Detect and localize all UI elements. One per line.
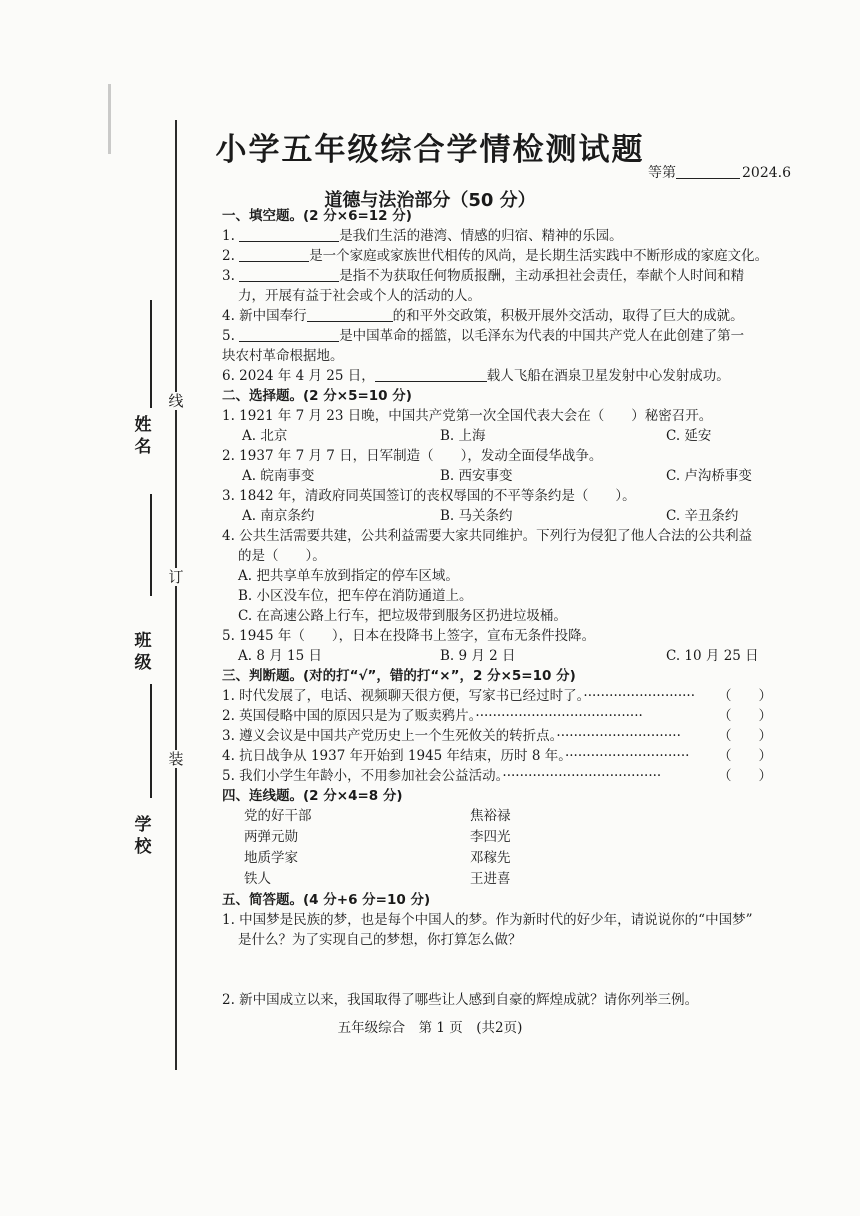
match-right-item[interactable]: 邓稼先 (470, 850, 511, 866)
match-row (222, 869, 782, 890)
match-row (222, 806, 782, 827)
question-text: 4. 抗日战争从 1937 年开始到 1945 年结束，历时 8 年。····························· (222, 748, 690, 764)
question-text: 4. 新中国奉行 (222, 308, 307, 324)
answer-paren[interactable]: （ ） (718, 688, 772, 704)
choice-q5: 5. 1945 年（ ），日本在投降书上签字，宣布无条件投降。 (222, 628, 596, 644)
question-number: 1. (222, 228, 235, 244)
fill-q5 (222, 326, 782, 346)
answer-blank[interactable] (239, 226, 339, 242)
school-label: 学 校 (134, 815, 152, 857)
section2-heading: 二、选择题。(2 分×5=10 分) (222, 388, 412, 404)
question-text: 3. 遵义会议是中国共产党历史上一个生死攸关的转折点。····························· (222, 728, 681, 744)
answer-blank[interactable] (239, 326, 339, 342)
answer-paren[interactable]: （ ） (718, 708, 772, 724)
judge-q2 (222, 706, 782, 726)
match-right-item[interactable]: 焦裕禄 (470, 808, 511, 824)
grade-blank[interactable] (676, 164, 740, 179)
answer-paren[interactable]: （ ） (718, 728, 772, 744)
answer-paren[interactable]: （ ） (718, 768, 772, 784)
answer-blank[interactable] (239, 246, 309, 262)
question-text: 载人飞船在酒泉卫星发射中心发射成功。 (486, 368, 730, 384)
question-text: 是指不为获取任何物质报酬，主动承担社会责任，奉献个人时间和精 (339, 268, 745, 284)
choice-q2: 2. 1937 年 7 月 7 日，日军制造（ ），发动全面侵华战争。 (222, 448, 603, 464)
option-c[interactable]: C. 卢沟桥事变 (666, 468, 752, 484)
binding-line (175, 120, 177, 1070)
question-text: 6. 2024 年 4 月 25 日， (222, 368, 375, 384)
option-c[interactable]: C. 在高速公路上行车，把垃圾带到服务区扔进垃圾桶。 (238, 608, 567, 624)
option-a[interactable]: A. 把共享单车放到指定的停车区域。 (238, 568, 459, 584)
option-b[interactable]: B. 小区没车位，把车停在消防通道上。 (238, 588, 473, 604)
option-a[interactable]: A. 北京 (242, 428, 288, 444)
option-b[interactable]: B. 9 月 2 日 (440, 648, 516, 664)
class-label: 班 级 (134, 631, 152, 673)
class-field-line[interactable] (150, 494, 152, 596)
answer-space[interactable] (222, 950, 782, 990)
school-field-line[interactable] (150, 684, 152, 798)
binding-char-zhuang: 装 (168, 750, 184, 768)
question-text: 是中国革命的摇篮，以毛泽东为代表的中国共产党人在此创建了第一 (339, 328, 745, 344)
question-text: 是我们生活的港湾、情感的归宿、精神的乐园。 (339, 228, 623, 244)
option-a[interactable]: A. 南京条约 (242, 508, 315, 524)
judge-q5 (222, 766, 782, 786)
section5-heading: 五、简答题。(4 分+6 分=10 分) (222, 892, 431, 908)
section3-heading: 三、判断题。(对的打“√”，错的打“×”，2 分×5=10 分) (222, 668, 576, 684)
grade-label: 等第 (648, 165, 676, 181)
option-b[interactable]: B. 西安事变 (440, 468, 513, 484)
question-number: 3. (222, 268, 235, 284)
question-text: 的和平外交政策，积极开展外交活动，取得了巨大的成就。 (392, 308, 744, 324)
option-c[interactable]: C. 延安 (666, 428, 712, 444)
exam-date: 2024.6 (742, 165, 791, 181)
judge-q4 (222, 746, 782, 766)
match-left-item[interactable]: 铁人 (244, 871, 271, 887)
fill-q1 (222, 226, 782, 246)
section4-heading: 四、连线题。(2 分×4=8 分) (222, 788, 403, 804)
short-answer-q2: 2. 新中国成立以来，我国取得了哪些让人感到自豪的辉煌成就？请你列举三例。 (222, 992, 699, 1008)
judge-q1 (222, 686, 782, 706)
match-row (222, 827, 782, 848)
question-number: 5. (222, 328, 235, 344)
question-text: 是一个家庭或家族世代相传的风尚，是长期生活实践中不断形成的家庭文化。 (309, 248, 769, 264)
answer-blank[interactable] (307, 306, 393, 322)
answer-blank[interactable] (375, 366, 487, 382)
answer-blank[interactable] (239, 266, 339, 282)
question-text: 2. 英国侵略中国的原因只是为了贩卖鸦片。······································· (222, 708, 643, 724)
fill-q2 (222, 246, 782, 266)
binding-char-xian: 线 (168, 392, 184, 410)
name-label: 姓 名 (134, 415, 152, 457)
choice-q1-options (222, 426, 782, 446)
question-text: 1. 时代发展了，电话、视频聊天很方便，写家书已经过时了。·························· (222, 688, 695, 704)
question-text: 5. 我们小学生年龄小，不用参加社会公益活动。····································· (222, 768, 662, 784)
binding-char-ding: 订 (168, 568, 184, 586)
choice-q1: 1. 1921 年 7 月 23 日晚，中国共产党第一次全国代表大会在（ ）秘密召开。 (222, 408, 713, 424)
option-c[interactable]: C. 辛丑条约 (666, 508, 739, 524)
choice-q4-cont: 的是（ ）。 (238, 548, 326, 564)
choice-q5-options (222, 646, 782, 666)
choice-q2-options (222, 466, 782, 486)
match-left-item[interactable]: 地质学家 (244, 850, 298, 866)
fill-q4 (222, 306, 782, 326)
fill-q5-cont: 块农村革命根据地。 (222, 348, 344, 364)
fill-q3-cont: 力，开展有益于社会或个人的活动的人。 (238, 288, 481, 304)
choice-q3-options (222, 506, 782, 526)
exam-content (222, 206, 782, 1010)
fill-q6 (222, 366, 782, 386)
short-answer-q1-cont: 是什么？为了实现自己的梦想，你打算怎么做？ (238, 932, 522, 948)
match-right-item[interactable]: 王进喜 (470, 871, 511, 887)
judge-q3 (222, 726, 782, 746)
page-footer: 五年级综合 第 1 页 (共2页) (337, 1020, 523, 1036)
match-left-item[interactable]: 两弹元勋 (244, 829, 298, 845)
fill-q3 (222, 266, 782, 286)
match-row (222, 848, 782, 869)
option-b[interactable]: B. 马关条约 (440, 508, 513, 524)
grade-row (648, 162, 791, 182)
question-number: 2. (222, 248, 235, 264)
option-a[interactable]: A. 8 月 15 日 (238, 648, 322, 664)
option-b[interactable]: B. 上海 (440, 428, 486, 444)
short-answer-q1: 1. 中国梦是民族的梦，也是每个中国人的梦。作为新时代的好少年，请说说你的“中国梦” (222, 912, 753, 928)
exam-title: 小学五年级综合学情检测试题 (215, 132, 645, 168)
option-c[interactable]: C. 10 月 25 日 (666, 648, 759, 664)
option-a[interactable]: A. 皖南事变 (242, 468, 315, 484)
answer-paren[interactable]: （ ） (718, 748, 772, 764)
section-subtitle: 道德与法治部分（50 分） (324, 190, 536, 211)
section1-heading: 一、填空题。(2 分×6=12 分) (222, 208, 412, 224)
choice-q4: 4. 公共生活需要共建，公共利益需要大家共同维护。下列行为侵犯了他人合法的公共利益 (222, 528, 753, 544)
name-field-line[interactable] (150, 300, 152, 408)
match-left-item[interactable]: 党的好干部 (244, 808, 312, 824)
choice-q3: 3. 1842 年，清政府同英国签订的丧权辱国的不平等条约是（ ）。 (222, 488, 636, 504)
match-right-item[interactable]: 李四光 (470, 829, 511, 845)
